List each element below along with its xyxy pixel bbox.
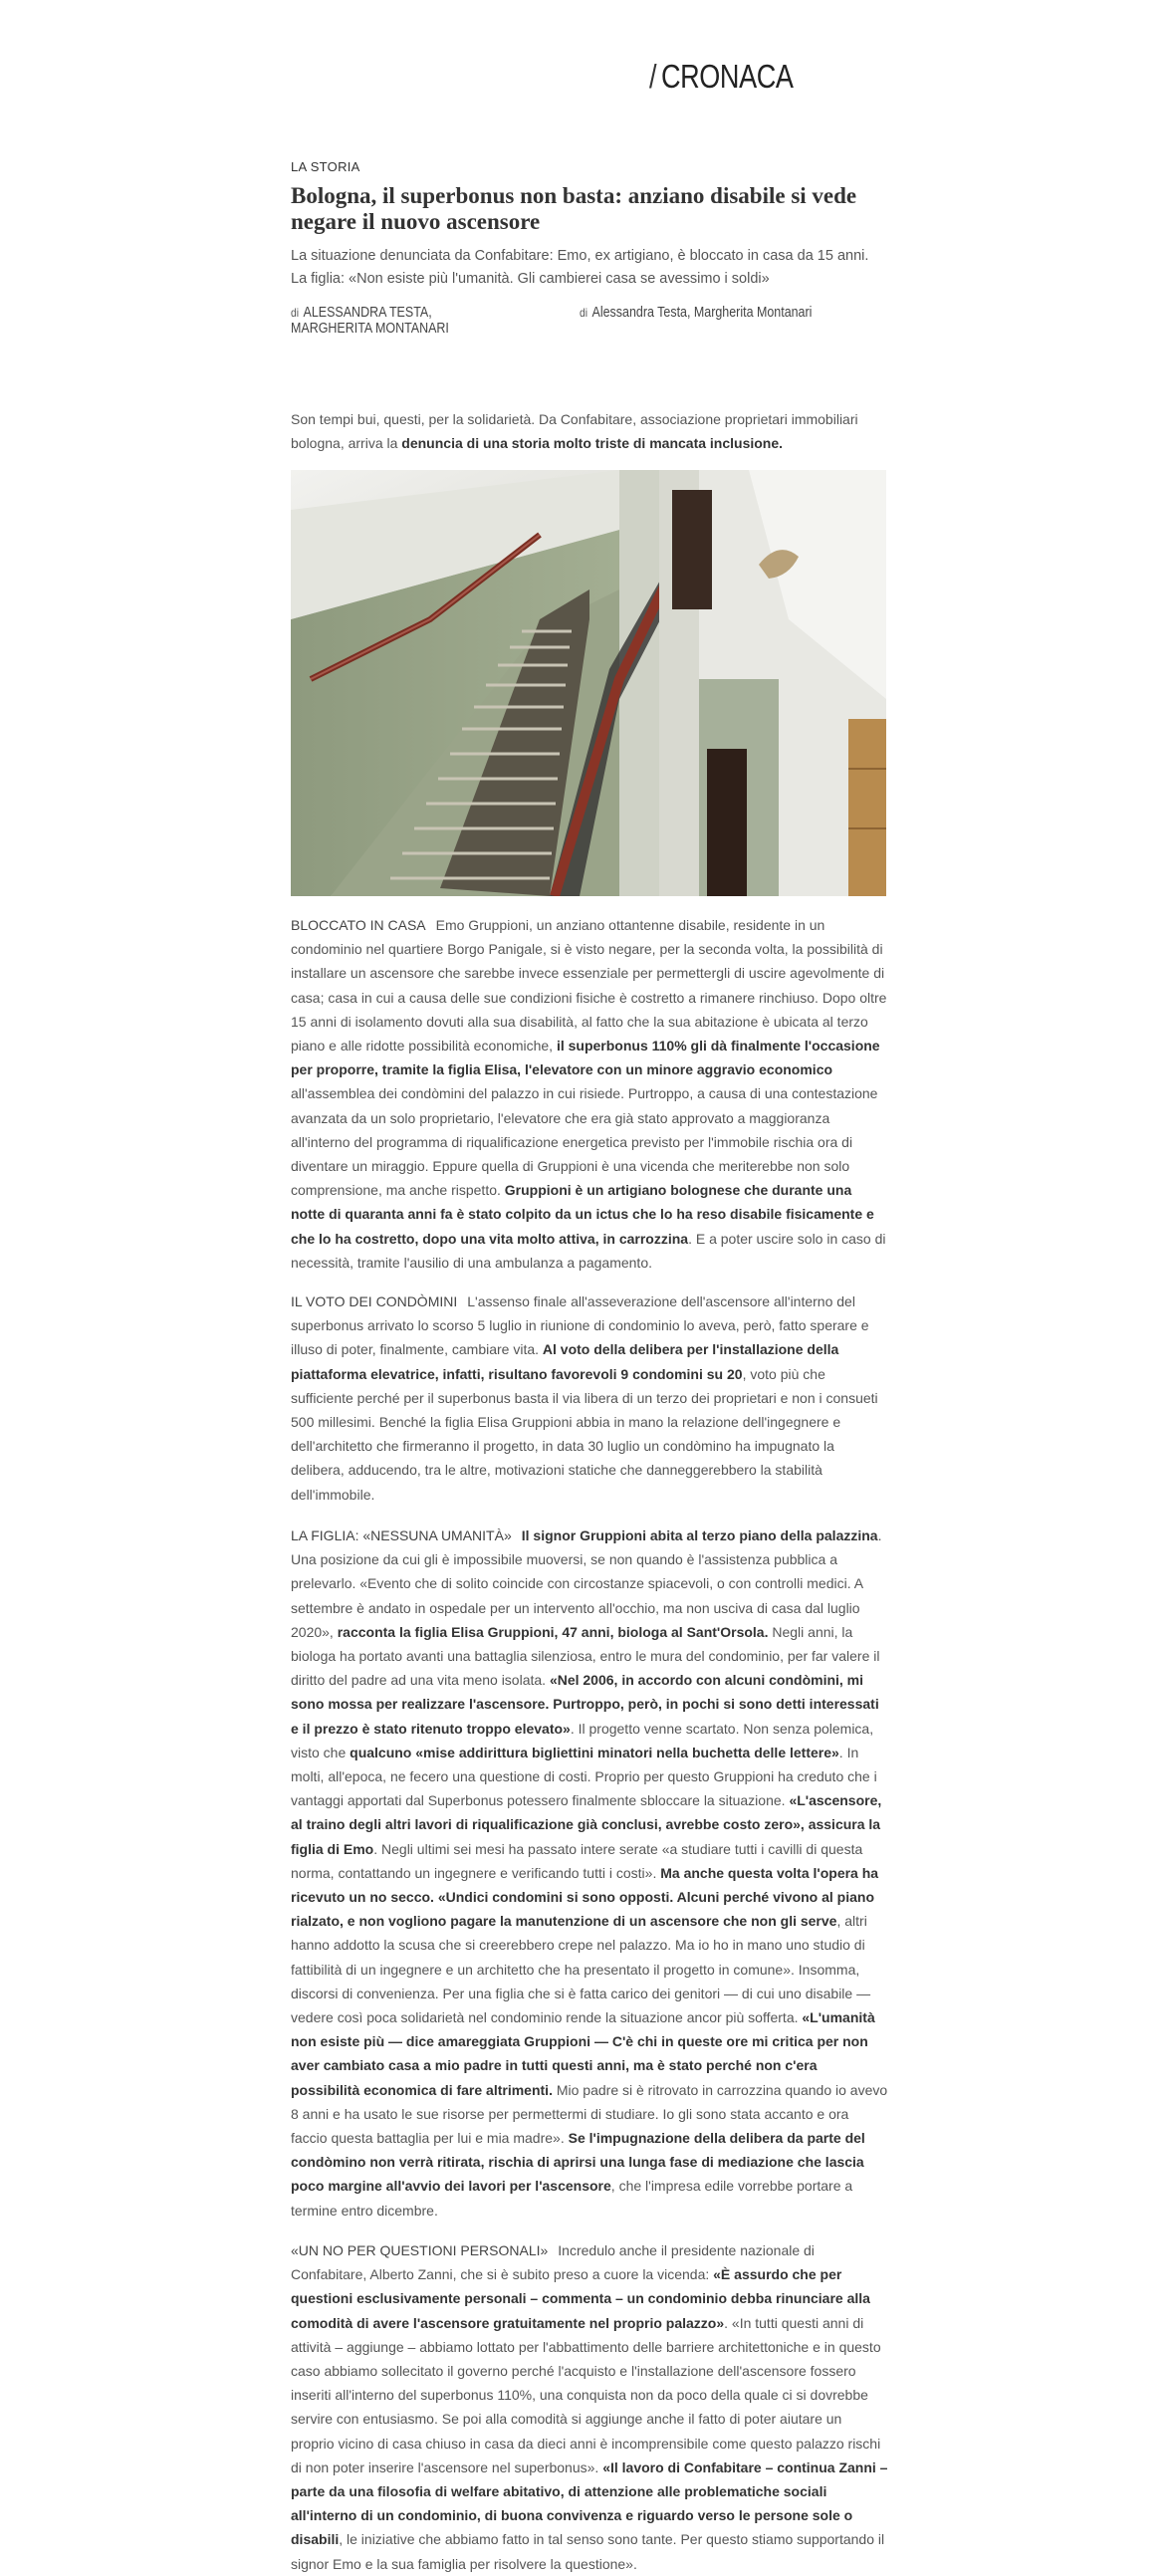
- bold-text: «Nel 2006, in accordo con alcuni condòmini, mi sono mossa per realizzare l'ascensore. Purtroppo, però, in pochi si sono detti interessati e il prezzo è stato ritenuto troppo elevato»: [291, 1672, 879, 1737]
- bold-text: Al voto della delibera per l'installazione della piattaforma elevatrice, infatti, risultano favorevoli 9 condomini su 20: [291, 1341, 839, 1382]
- text-run: . «In tutti questi anni di attività – aggiunge – abbiamo lottato per l'abbattimento delle barriere architettoniche e in questo caso abbiamo sollecitato il governo perché l'acquisto e l'installazione dell'ascensore fossero inseriti all'interno del superbonus 110%, una conquista non da poco della quale ci si dovrebbe servire con entusiasmo. Se poi alla comodità si aggiunge anche il fatto di poter aiutare un proprio vicino di casa chiuso in casa da dieci anni è incomprensibile come questo palazzo rischi di non poter inserire l'ascensore nel superbonus».: [291, 2314, 881, 2475]
- article-kicker: LA STORIA: [291, 159, 360, 174]
- bold-text: racconta la figlia Elisa Gruppioni, 47 anni, biologa al Sant'Orsola.: [337, 1623, 769, 1640]
- text-run: Emo Gruppioni, un anziano ottantenne disabile, residente in un condominio nel quartiere Borgo Panigale, si è visto negare, per la seconda volta, la possibilità di installare un ascensore che sarebbe invece essenziale per permettergli di uscire agevolmente di casa; casa in cui a causa delle sue condizioni fisiche è costretto a rimanere rinchiuso. Dopo oltre 15 anni di isolamento dovuti alla sua disabilità, al fatto che la sua abitazione è ubicata al terzo piano e alle ridotte possibilità economiche,: [291, 917, 887, 1054]
- text-run: . E a poter uscire solo in caso di necessità, tramite l'ausilio di una ambulanza a pagamento.: [291, 1230, 886, 1271]
- paragraph-bloccato: [291, 913, 888, 1275]
- paragraph-lead: IL VOTO DEI CONDÒMINI: [291, 1293, 458, 1309]
- article-subtitle: La situazione denunciata da Confabitare: Emo, ex artigiano, è bloccato in casa da 15 anni. La figlia: «Non esiste più l'umanità. Gli cambierei casa se avessimo i soldi»: [291, 248, 869, 287]
- byline-names-upper: ALESSANDRA TESTA, MARGHERITA MONTANARI: [291, 305, 449, 337]
- bold-text: denuncia di una storia molto triste di mancata inclusione.: [401, 434, 784, 451]
- text-run: Negli anni, la biologa ha portato avanti una battaglia silenziosa, entro le mura del condominio, per far valere il diritto del padre ad una vita meno isolata.: [291, 1623, 880, 1689]
- bold-text: «Il lavoro di Confabitare – continua Zanni – parte da una filosofia di welfare abitativo, di attenzione alle problematiche sociali all'interno di un condominio, di buona convivenza e riguardo verso le persone sole o disabili: [291, 2459, 888, 2548]
- text-run: , le iniziative che abbiamo fatto in tal senso sono tante. Per questo stiamo supportando il signor Emo e la sua famiglia per risolvere la questione».: [291, 2531, 885, 2572]
- text-run: . In molti, all'epoca, ne fecero una questione di costi. Proprio per questo Gruppioni ha creduto che i vantaggi apportati dal Superbonus potessero finalmente sbloccare la situazione.: [291, 1744, 877, 1809]
- byline-names-mixed[interactable]: Alessandra Testa, Margherita Montanari: [591, 305, 813, 321]
- text-run: Son tempi bui, questi, per la solidarietà. Da Confabitare, associazione proprietari immobiliari bologna, arriva la: [291, 411, 858, 451]
- bold-text: Se l'impugnazione della delibera da parte del condòmino non verrà ritirata, rischia di aprirsi una lunga fase di mediazione che lascia poco margine all'avvio dei lavori per l'ascensore: [291, 2130, 865, 2195]
- paragraph-figlia: [291, 1523, 888, 2223]
- text-run: . Negli ultimi sei mesi ha passato intere serate «a studiare tutti i cavilli di questa norma, contattando un ingegnere e verificando tutti i costi».: [291, 1840, 863, 1881]
- bold-text: Gruppioni è un artigiano bolognese che durante una notte di quaranta anni fa è stato colpito da un ictus che lo ha reso disabile fisicamente e che lo ha costretto, dopo una vita molto attiva, in carrozzina: [291, 1182, 874, 1247]
- section-header[interactable]: [649, 58, 793, 96]
- byline-prefix-2: di: [580, 306, 588, 320]
- section-name: CRONACA: [661, 58, 794, 95]
- paragraph-lead: BLOCCATO IN CASA: [291, 917, 426, 933]
- bold-text: «L'ascensore, al traino degli altri lavori di riqualificazione già conclusi, avrebbe costo zero», assicura la figlia di Emo: [291, 1792, 882, 1857]
- bold-text: «È assurdo che per questioni esclusivamente personali – commenta – un condominio debba rinunciare alla comodità di avere l'ascensore gratuitamente nel proprio palazzo»: [291, 2266, 870, 2331]
- bold-text: «L'umanità non esiste più — dice amareggiata Gruppioni — C'è chi in queste ore mi critica per non aver cambiato casa a mio padre in tutti questi anni, ma è stato perché non c'era possibilità economica di fare altrimenti.: [291, 2009, 875, 2098]
- text-run: . Il progetto venne scartato. Non senza polemica, visto che: [291, 1720, 874, 1760]
- text-run: L'assenso finale all'asseverazione dell'ascensore all'interno del superbonus arrivato lo scorso 5 luglio in riunione di condominio lo aveva, però, fatto sperare e illuso di poter, finalmente, cambiare vita.: [291, 1293, 869, 1358]
- byline-authors-upper: [291, 305, 514, 337]
- byline-authors-mixed: [580, 305, 888, 321]
- text-run: Mio padre si è ritrovato in carrozzina quando io avevo 8 anni e ha usato le sue risorse per permettermi di studiare. Io gli sono stata accanto e ora faccio questa battaglia per lui e mia madre».: [291, 2081, 888, 2147]
- text-run: all'assemblea dei condòmini del palazzo in cui risiede. Purtroppo, a causa di una contestazione avanzata da un solo proprietario, l'elevatore che era già stato approvato a maggioranza all'interno del programma di riqualificazione energetica previsto per l'immobile rischia ora di diventare un miraggio. Eppure quella di Gruppioni è una vicenda che meriterebbe non solo comprensione, ma anche rispetto.: [291, 1085, 878, 1199]
- bold-text: il superbonus 110% gli dà finalmente l'occasione per proporre, tramite la figlia Elisa, l'elevatore con un minore aggravio economico: [291, 1038, 880, 1078]
- staircase-illustration: [291, 470, 886, 896]
- text-run: , che l'impresa edile vorrebbe portare a termine entro dicembre.: [291, 2178, 853, 2219]
- paragraph-lead: LA FIGLIA: «NESSUNA UMANITÀ»: [291, 1527, 512, 1543]
- text-run: Incredulo anche il presidente nazionale di Confabitare, Alberto Zanni, che si è subito preso a cuore la vicenda:: [291, 2242, 815, 2283]
- section-slash: /: [649, 58, 657, 95]
- text-run: . Una posizione da cui gli è impossibile muoversi, se non quando è l'assistenza pubblica a prelevarlo. «Evento che di solito coincide con circostanze spiacevoli, o con controlli medici. A settembre è andato in ospedale per un intervento all'occhio, ma non usciva di casa dal luglio 2020»,: [291, 1527, 882, 1640]
- paragraph-personali: [291, 2238, 888, 2576]
- article-title: Bologna, il superbonus non basta: anziano disabile si vede negare il nuovo ascensore: [291, 183, 857, 234]
- paragraph-voto: [291, 1289, 888, 1507]
- article-intro: [291, 408, 888, 455]
- bold-text: Ma anche questa volta l'opera ha ricevuto un no secco. «Undici condomini si sono opposti. Alcuni perché vivono al piano rialzato, e non vogliono pagare la manutenzione di un ascensore che non gli serve: [291, 1864, 879, 1930]
- byline-prefix: di: [291, 306, 300, 320]
- staircase-photo: [291, 470, 886, 896]
- bold-text: Il signor Gruppioni abita al terzo piano della palazzina: [521, 1527, 878, 1543]
- text-run: , altri hanno addotto la scusa che si creerebbero crepe nel palazzo. Ma io ho in mano uno studio di fattibilità di un ingegnere e un architetto che ha presentato il progetto in comune». Insomma, discorsi di convenienza. Per una figlia che si è fatta carico dei genitori — di cui uno disabile — vedere così poca solidarietà nel condominio rende la situazione ancor più sofferta.: [291, 1913, 871, 2026]
- bold-text: qualcuno «mise addirittura bigliettini minatori nella buchetta delle lettere»: [350, 1744, 839, 1760]
- text-run: , voto più che sufficiente perché per il superbonus basta il via libera di un terzo dei proprietari e non i consueti 500 millesimi. Benché la figlia Elisa Gruppioni abbia in mano la relazione dell'ingegnere e dell'architetto che firmeranno il progetto, in data 30 luglio un condòmino ha impugnato la delibera, adducendo, tra le altre, motivazioni statiche che danneggerebbero la stabilità dell'immobile.: [291, 1365, 878, 1503]
- paragraph-lead: «UN NO PER QUESTIONI PERSONALI»: [291, 2242, 549, 2258]
